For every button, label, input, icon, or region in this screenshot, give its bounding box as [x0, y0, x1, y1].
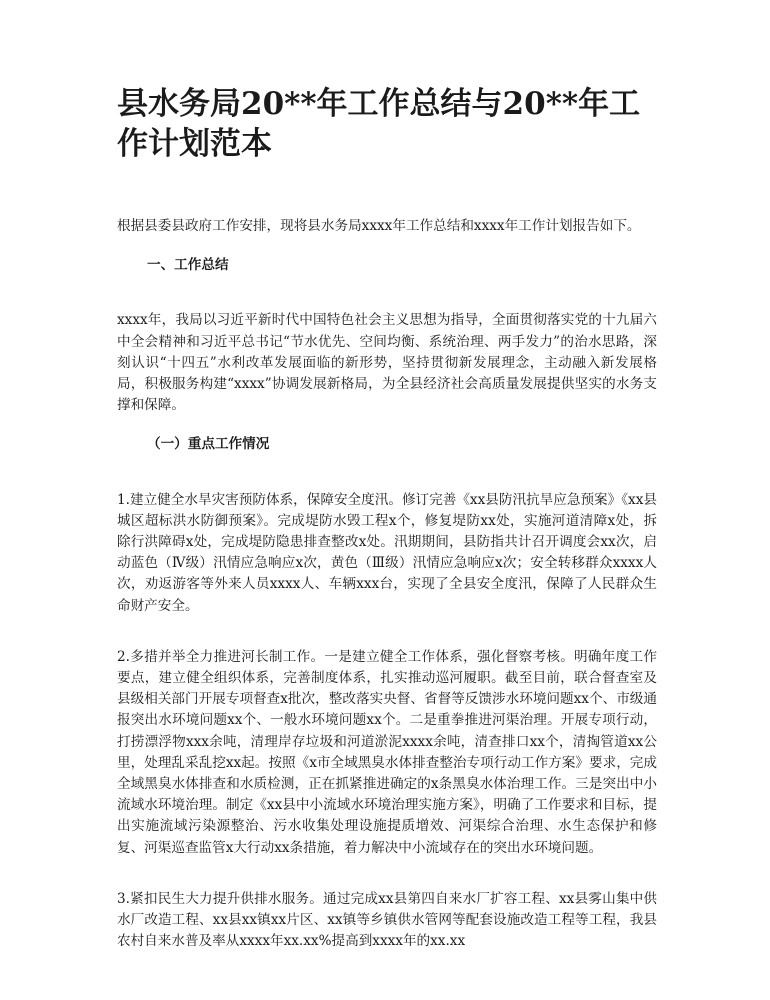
intro-paragraph: 根据县委县政府工作安排，现将县水务局xxxx年工作总结和xxxx年工作计划报告如下。 [117, 218, 641, 234]
section-heading-summary: 一、工作总结 [147, 257, 229, 274]
work-item-3: 3.紧扣民生大力提升供排水服务。通过完成xx县第四自来水厂扩容工程、xx县雾山集中供水厂改造工程、xx县xx镇xx片区、xx镇等乡镇供水管网等配套设施改造工程等工程，我县农村自来水普及率从xxxx年xx.xx%提高到xxxx年的xx.xx [117, 890, 657, 950]
document-page [117, 84, 657, 952]
summary-paragraph: xxxx年，我局以习近平新时代中国特色社会主义思想为指导，全面贯彻落实党的十九届六中全会精神和习近平总书记“节水优先、空间均衡、系统治理、两手发力”的治水思路，深刻认识“十四五”水利改革发展面临的新形势，坚持贯彻新发展理念，主动融入新发展格局，积极服务构建“xxxx”协调发展新格局，为全县经济社会高质量发展提供坚实的水务支撑和保障。 [117, 312, 657, 414]
document-title: 县水务局20**年工作总结与20**年工作计划范本 [117, 86, 641, 162]
work-item-1: 1.建立健全水旱灾害预防体系，保障安全度汛。修订完善《xx县防汛抗旱应急预案》《xx县城区超标洪水防御预案》。完成堤防水毁工程x个，修复堤防xx处，实施河道清障x处，拆除行洪障碍x处，完成堤防隐患排查整改x处。汛期期间，县防指共计召开调度会xx次，启动蓝色（Ⅳ级）汛情应急响应x次，黄色（Ⅲ级）汛情应急响应x次；安全转移群众xxxx人次，劝返游客等外来人员xxxx人、车辆xxx台，实现了全县安全度汛，保障了人民群众生命财产安全。 [117, 491, 657, 614]
subsection-heading-key-work: （一）重点工作情况 [147, 436, 270, 453]
work-item-2: 2.多措并举全力推进河长制工作。一是建立健全工作体系，强化督察考核。明确年度工作要点，建立健全组织体系，完善制度体系，扎实推动巡河履职。截至目前，联合督查室及县级相关部门开展专项督查x批次，整改落实央督、省督等反馈涉水环境问题xx个、市级通报突出水环境问题xx个、一般水环境问题xx个。二是重拳推进河渠治理。开展专项行动，打捞漂浮物xxx余吨，清理岸存垃圾和河道淤泥xxxx余吨，清查排口xx个，清掏管道xx公里，处理乱采乱挖xx起。按照《x市全域黑臭水体排查整治专项行动工作方案》要求，完成全域黑臭水体排查和水质检测，正在抓紧推进确定的x条黑臭水体治理工作。三是突出中小流域水环境治理。制定《xx县中小流域水环境治理实施方案》，明确了工作要求和目标，提出实施流域污染源整治、污水收集处理设施提质增效、河渠综合治理、水生态保护和修复、河渠巡查监管x大行动xx条措施，着力解决中小流域存在的突出水环境问题。 [117, 648, 657, 856]
